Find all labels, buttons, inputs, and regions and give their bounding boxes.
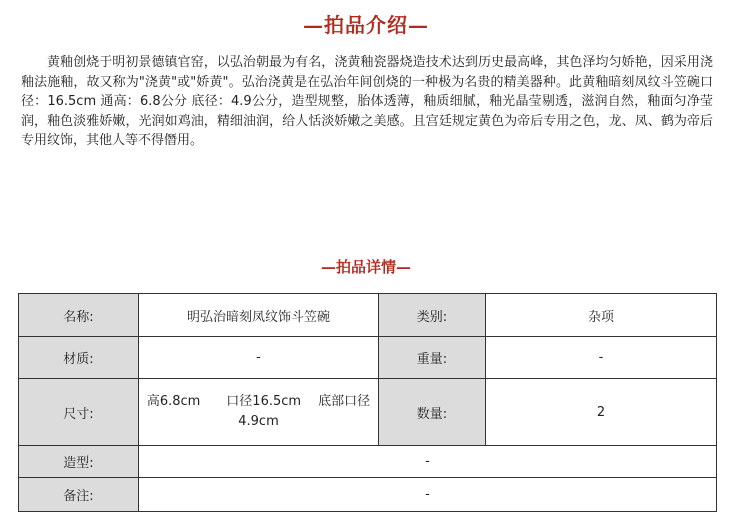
material-label: 材质:	[19, 337, 139, 379]
detail-table	[18, 293, 717, 512]
size-value: 高6.8cm 口径16.5cm 底部口径4.9cm	[146, 394, 371, 429]
shape-value: -	[139, 446, 717, 478]
size-label: 尺寸:	[19, 379, 139, 446]
remark-value: -	[139, 478, 717, 512]
table-row-remark	[19, 478, 717, 512]
table-row-name	[19, 294, 717, 337]
weight-label: 重量:	[379, 337, 486, 379]
table-row-material	[19, 337, 717, 379]
material-value: -	[139, 337, 379, 379]
table-row-size	[19, 379, 717, 446]
quantity-label: 数量:	[379, 379, 486, 446]
size-cell	[139, 379, 379, 446]
name-value: 明弘治暗刻凤纹饰斗笠碗	[139, 294, 379, 337]
intro-section-title: —拍品介绍—	[303, 13, 429, 37]
table-row-shape	[19, 446, 717, 478]
category-label: 类别:	[379, 294, 486, 337]
intro-paragraph: 黄釉创烧于明初景德镇官窑，以弘治朝最为有名，浇黄釉瓷器烧造技术达到历史最高峰，其色泽均匀娇艳，因采用浇釉法施釉，故又称为"浇黄"或"娇黄"。弘治浇黄是在弘治年间创烧的一种极为名贵的精美器种。此黄釉暗刻凤纹斗笠碗口径：16.5cm 通高：6.8公分 底径：4.9公分，造型规整，胎体透薄，釉质细腻，釉光晶莹剔透，滋润自然，釉面匀净莹润，釉色淡雅娇嫩，光润如鸡油，精细油润，给人恬淡娇嫩之美感。且宫廷规定黄色为帝后专用之色，龙、凤、鹤为帝后专用纹饰，其他人等不得僭用。	[21, 55, 713, 148]
category-value: 杂项	[486, 294, 717, 337]
remark-label: 备注:	[19, 478, 139, 512]
detail-section-title: —拍品详情—	[320, 258, 411, 276]
quantity-value: 2	[486, 379, 717, 446]
shape-label: 造型:	[19, 446, 139, 478]
weight-value: -	[486, 337, 717, 379]
name-label: 名称:	[19, 294, 139, 337]
